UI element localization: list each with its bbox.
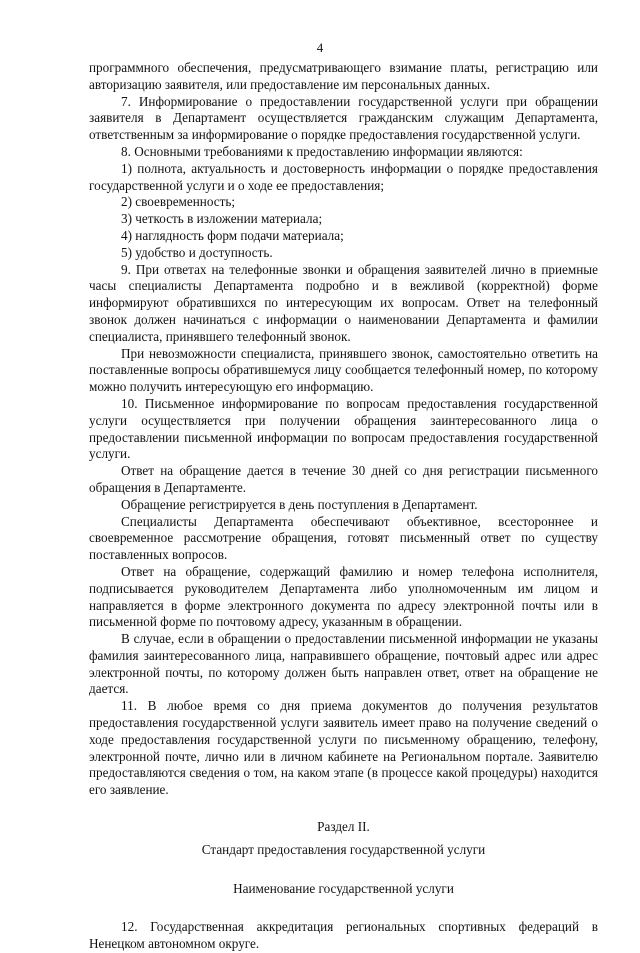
section-label: Раздел II. (317, 819, 370, 835)
paragraph-10: 10. Письменное информирование по вопросам предоставления государственной услуги осуществляется при получении обращения заинтересованного лица о предоставлении письменной информации по вопросам предоставления государственной услуги. (89, 395, 598, 462)
paragraph-10-no-address: В случае, если в обращении о предоставлении письменной информации не указаны фамилия заинтересованного лица, направившего обращение, почтовый адрес или адрес электронной почты, по которому должен быть направлен ответ, ответ на обращение не дается. (89, 631, 598, 697)
paragraph-9-continued: При невозможности специалиста, принявшего звонок, самостоятельно ответить на поставленные вопросы обратившемуся лицу сообщается телефонный номер, по которому можно получить интересующую его информацию. (89, 345, 598, 395)
requirement-item-1: 1) полнота, актуальность и достоверность информации о порядке предоставления государственной услуги и о ходе ее предоставления; (89, 160, 598, 193)
section-title: Стандарт предоставления государственной услуги (201, 841, 486, 857)
paragraph-11: 11. В любое время со дня приема документов до получения результатов предоставления государственной услуги заявитель имеет право на получение сведений о ходе предоставления государственной услуги по письменному обращению, телефону, электронной почте, лично или в личном кабинете на Региональном портале. Заявителю предоставляются сведения о том, на каком этапе (в процессе какой процедуры) находится его заявление. (89, 698, 598, 798)
subsection-title: Наименование государственной услуги (233, 880, 454, 896)
paragraph-10-signature: Ответ на обращение, содержащий фамилию и номер телефона исполнителя, подписывается руководителем Департамента либо уполномоченным им лицом и направляется в форме электронного документа по адресу электронной почты или в письменной форме по почтовому адресу, указанным в обращении. (89, 563, 598, 630)
paragraph-8: 8. Основными требованиями к предоставлению информации являются: (121, 143, 523, 159)
paragraph-12: 12. Государственная аккредитация региональных спортивных федераций в Ненецком автономном округе. (89, 919, 598, 952)
paragraph-7: 7. Информирование о предоставлении государственной услуги при обращении заявителя в Департамент осуществляется гражданским служащим Департамента, ответственным за информирование о порядке предоставления государственной услуги. (89, 93, 598, 143)
page-number: 4 (316, 40, 324, 55)
requirement-item-2: 2) своевременность; (121, 194, 236, 210)
paragraph-10-registration: Обращение регистрируется в день поступления в Департамент. (121, 496, 478, 512)
requirement-item-3: 3) четкость в изложении материала; (121, 211, 323, 227)
paragraph-9: 9. При ответах на телефонные звонки и обращения заявителей лично в приемные часы специалисты Департамента подробно и в вежливой (корректной) форме информируют обратившихся по интересующим их вопросам. Ответ на телефонный звонок должен начинаться с информации о наименовании Департамента и фамилии специалиста, принявшего телефонный звонок. (89, 261, 598, 344)
paragraph-continuation: программного обеспечения, предусматривающего взимание платы, регистрацию или авторизацию заявителя, или предоставление им персональных данных. (89, 60, 598, 92)
section-heading (89, 819, 598, 859)
requirement-item-4: 4) наглядность форм подачи материала; (121, 227, 344, 243)
paragraph-10-specialists: Специалисты Департамента обеспечивают объективное, всестороннее и своевременное рассмотрение обращения, готовят письменный ответ по существу поставленных вопросов. (89, 513, 598, 563)
requirement-item-5: 5) удобство и доступность. (121, 244, 273, 260)
document-body (89, 60, 598, 953)
paragraph-10-response-time: Ответ на обращение дается в течение 30 дней со дня регистрации письменного обращения в Департаменте. (89, 463, 598, 495)
